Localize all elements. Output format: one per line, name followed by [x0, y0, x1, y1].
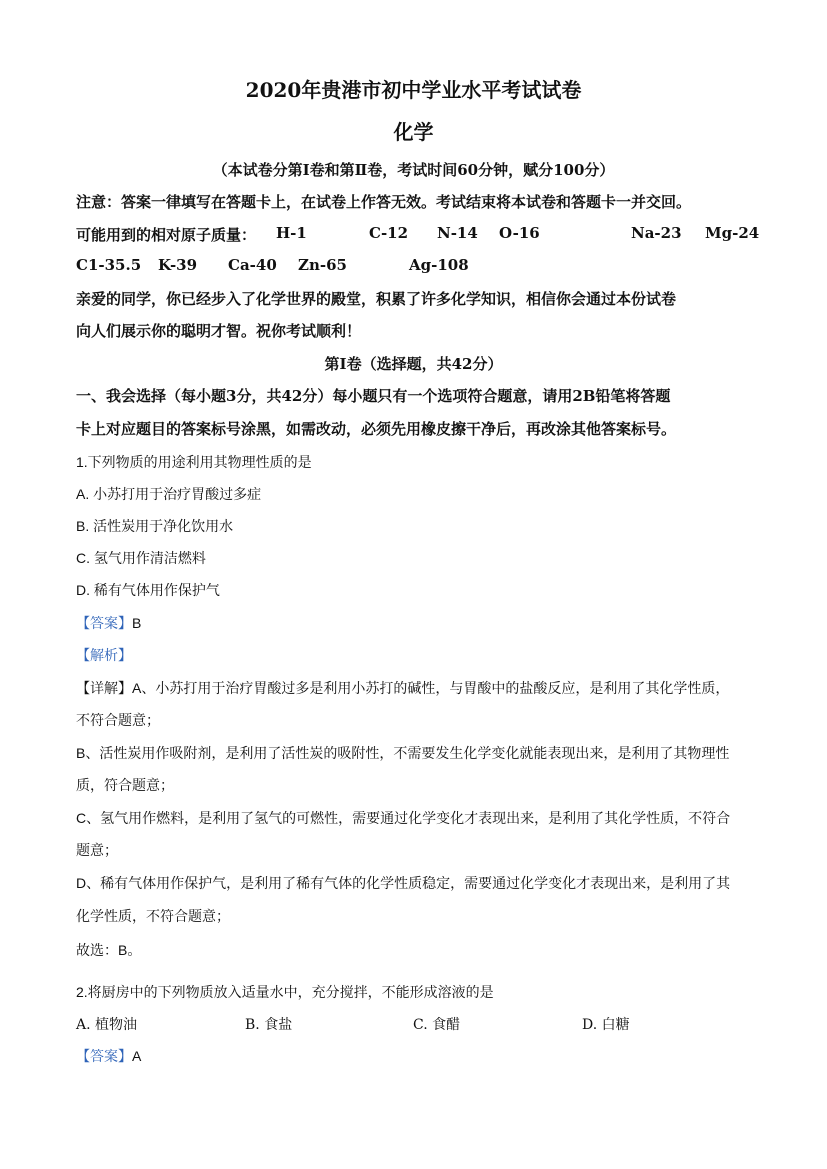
q2-option-d: D. 白糖: [582, 1017, 630, 1033]
section1-heading: 第Ⅰ卷（选择题，共42分）: [324, 355, 503, 373]
q2-stem: 2.将厨房中的下列物质放入适量水中，充分搅拌，不能形成溶液的是: [76, 984, 494, 1000]
q1-explanation-2: 不符合题意；: [76, 712, 160, 728]
answer-value: B: [132, 615, 142, 631]
q1-option-a: A. 小苏打用于治疗胃酸过多症: [76, 486, 262, 502]
q1-explanation-4: 质，符合题意；: [76, 777, 174, 793]
exam-note: （本试卷分第Ⅰ卷和第Ⅱ卷，考试时间60分钟，赋分100分）: [212, 161, 615, 179]
q2-option-c: C. 食醋: [413, 1017, 461, 1033]
answer-tag: 【答案】: [76, 1048, 132, 1064]
q2-option-b: B. 食盐: [245, 1017, 293, 1033]
q1-explanation-3: B、活性炭用作吸附剂，是利用了活性炭的吸附性，不需要发生化学变化就能表现出来，是利用了其物理性: [76, 745, 730, 761]
q1-stem: 1.下列物质的用途利用其物理性质的是: [76, 454, 312, 470]
greeting-line-2: 向人们展示你的聪明才智。祝你考试顺利！: [76, 322, 362, 340]
subject-title: 化学: [393, 120, 434, 144]
q1-option-d: D. 稀有气体用作保护气: [76, 582, 220, 598]
notice: 注意：答案一律填写在答题卡上，在试卷上作答无效。考试结束将本试卷和答题卡一并交回。: [76, 193, 692, 211]
mass-h: H-1: [276, 224, 307, 242]
q2-option-a: A. 植物油: [76, 1017, 138, 1033]
exam-title: 2020年贵港市初中学业水平考试试卷: [245, 78, 582, 102]
mass-n: N-14: [437, 224, 478, 242]
greeting-line-1: 亲爱的同学，你已经步入了化学世界的殿堂，积累了许多化学知识，相信你会通过本份试卷: [76, 290, 677, 308]
mass-zn: Zn-65: [298, 256, 347, 274]
q1-analysis-tag: 【解析】: [76, 647, 132, 663]
mass-k: K-39: [158, 256, 198, 274]
q1-explanation-9: 故选：B。: [76, 942, 142, 958]
atomic-masses-row2: [76, 256, 756, 278]
atomic-masses-label: 可能用到的相对原子质量：: [76, 226, 257, 244]
q2-options: [76, 1014, 716, 1034]
mass-mg: Mg-24: [705, 224, 760, 242]
q1-option-b: B. 活性炭用于净化饮用水: [76, 518, 234, 534]
q2-answer: [76, 1046, 141, 1066]
q1-answer: [76, 613, 141, 633]
answer-value: A: [132, 1048, 142, 1064]
mass-na: Na-23: [631, 224, 682, 242]
mass-o: O-16: [499, 224, 540, 242]
atomic-masses-row1: [76, 224, 760, 246]
q1-explanation-1: 【详解】A、小苏打用于治疗胃酸过多是利用小苏打的碱性，与胃酸中的盐酸反应，是利用了其化学性质，: [76, 680, 730, 696]
mass-cl: C1-35.5: [76, 256, 142, 274]
section1-instructions-1: 一、我会选择（每小题3分，共42分）每小题只有一个选项符合题意，请用2B铅笔将答题: [76, 387, 671, 405]
section1-instructions-2: 卡上对应题目的答案标号涂黑，如需改动，必须先用橡皮擦干净后，再改涂其他答案标号。: [76, 420, 677, 438]
answer-tag: 【答案】: [76, 615, 132, 631]
mass-ag: Ag-108: [409, 256, 469, 274]
mass-ca: Ca-40: [228, 256, 277, 274]
q1-explanation-8: 化学性质，不符合题意；: [76, 908, 230, 924]
q1-explanation-6: 题意；: [76, 842, 118, 858]
mass-c: C-12: [369, 224, 409, 242]
q1-explanation-7: D、稀有气体用作保护气，是利用了稀有气体的化学性质稳定，需要通过化学变化才表现出来，是利用了其: [76, 875, 731, 891]
q1-option-c: C. 氢气用作清洁燃料: [76, 550, 206, 566]
q1-explanation-5: C、氢气用作燃料，是利用了氢气的可燃性，需要通过化学变化才表现出来，是利用了其化学性质，不符合: [76, 810, 731, 826]
